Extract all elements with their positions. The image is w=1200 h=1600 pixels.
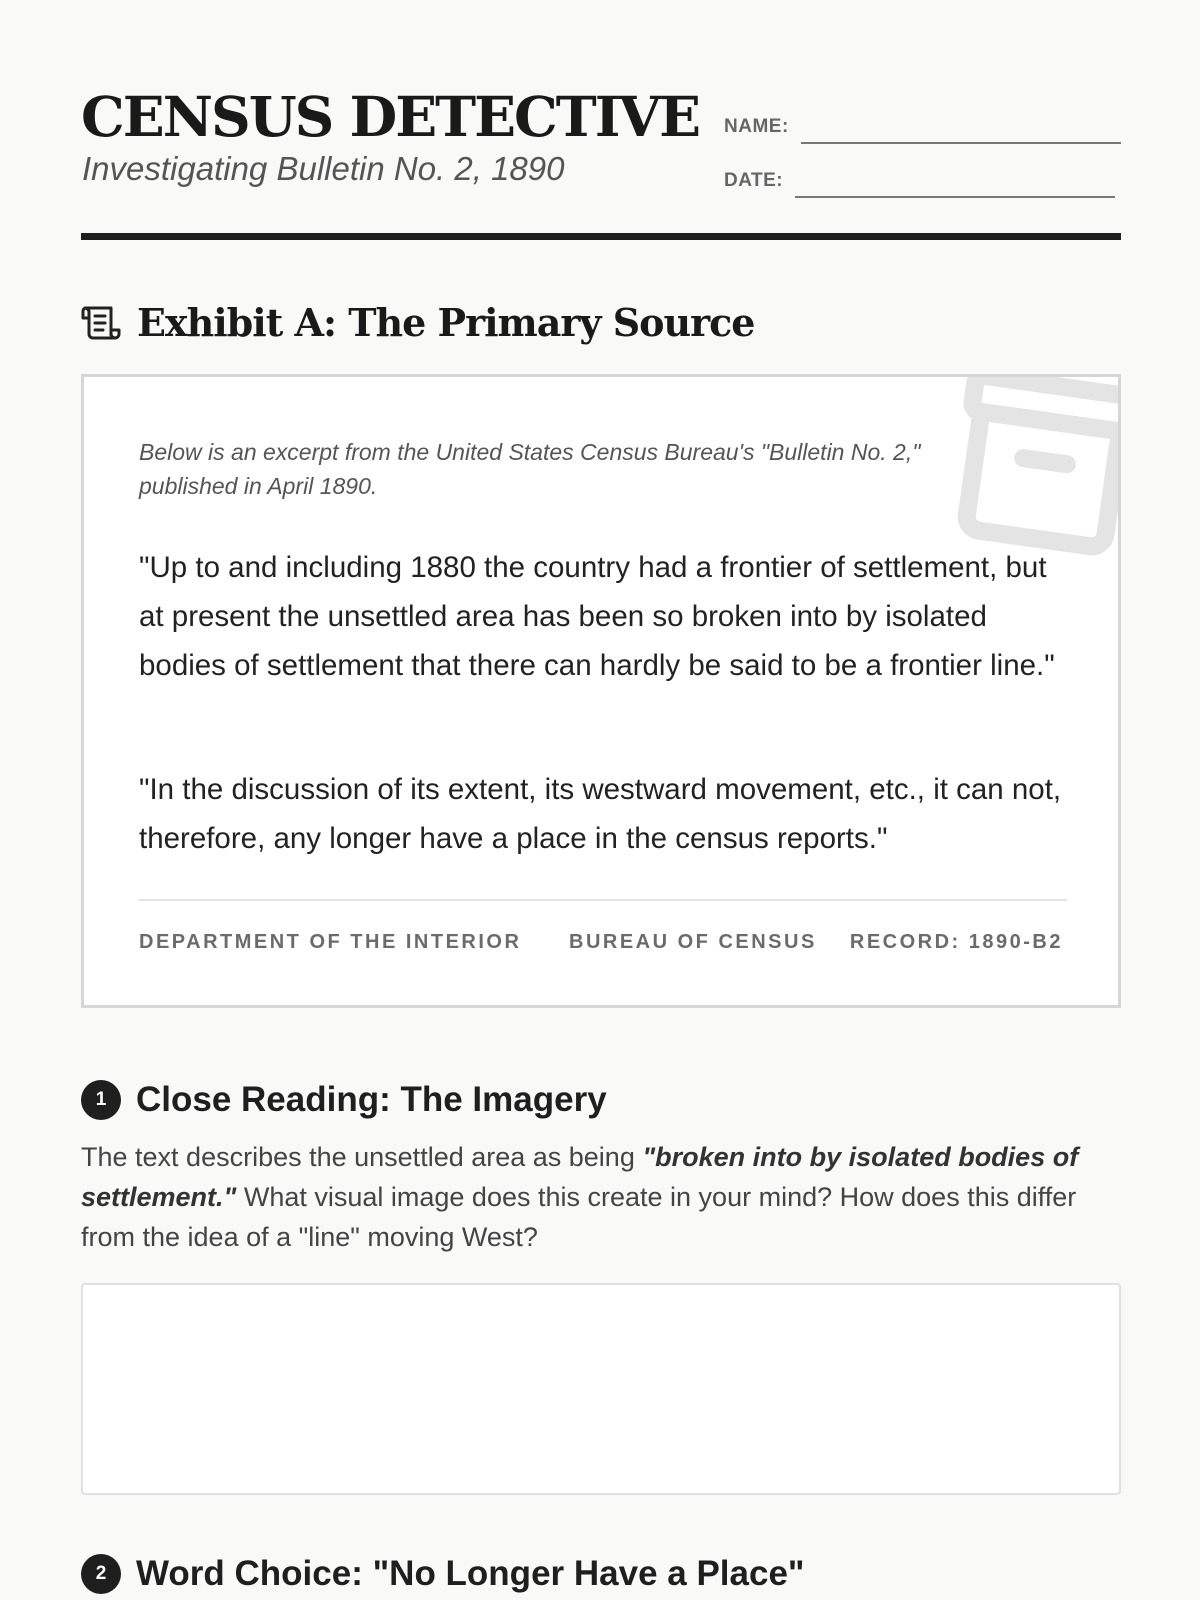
date-field[interactable] <box>724 158 1121 198</box>
question-1-answer-input[interactable] <box>81 1283 1121 1495</box>
source-record-id: RECORD: 1890-B2 <box>849 931 1063 953</box>
source-department: DEPARTMENT OF THE INTERIOR <box>139 931 522 953</box>
source-quote: "In the discussion of its extent, its westward movement, etc., it can not, therefore, any longer have a place in the census reports." <box>139 773 1062 855</box>
exhibit-title: Exhibit A: The Primary Source <box>137 299 755 345</box>
question-1-prompt <box>81 1137 1121 1257</box>
name-line[interactable] <box>801 142 1121 144</box>
source-quote: "Up to and including 1880 the country had a frontier of settlement, but at present the unsettled area has been so broken into by isolated bodies of settlement that there can hardly be said to be a frontier line." <box>139 551 1055 682</box>
header-divider <box>81 233 1121 240</box>
prompt-emphasis: "broken into by isolated bodies of settlement." <box>81 1142 1079 1212</box>
question-title: Close Reading: The Imagery <box>136 1080 607 1119</box>
source-bureau: BUREAU OF CENSUS <box>569 931 817 953</box>
source-divider <box>139 899 1067 901</box>
question-2-heading <box>81 1550 805 1598</box>
question-1-heading <box>81 1076 607 1124</box>
name-label: NAME: <box>724 116 789 137</box>
page-title: CENSUS DETECTIVE <box>81 84 700 149</box>
question-number-badge: 1 <box>81 1080 121 1120</box>
scroll-icon <box>81 302 121 342</box>
question-title: Word Choice: "No Longer Have a Place" <box>136 1554 805 1593</box>
prompt-text: What visual image does this create in your mind? How does this differ from the idea of a "line" moving West? <box>81 1182 1077 1252</box>
date-label: DATE: <box>724 170 784 191</box>
primary-source-box <box>81 374 1121 1008</box>
page-subtitle: Investigating Bulletin No. 2, 1890 <box>82 150 565 187</box>
exhibit-heading <box>81 296 754 348</box>
name-field[interactable] <box>724 104 1121 144</box>
worksheet-header <box>81 84 1121 244</box>
question-number-badge: 2 <box>81 1554 121 1594</box>
source-intro: Below is an excerpt from the United States Census Bureau's "Bulletin No. 2," published in April 1890. <box>139 439 921 499</box>
prompt-text: The text describes the unsettled area as being <box>81 1142 643 1172</box>
date-line[interactable] <box>795 196 1115 198</box>
